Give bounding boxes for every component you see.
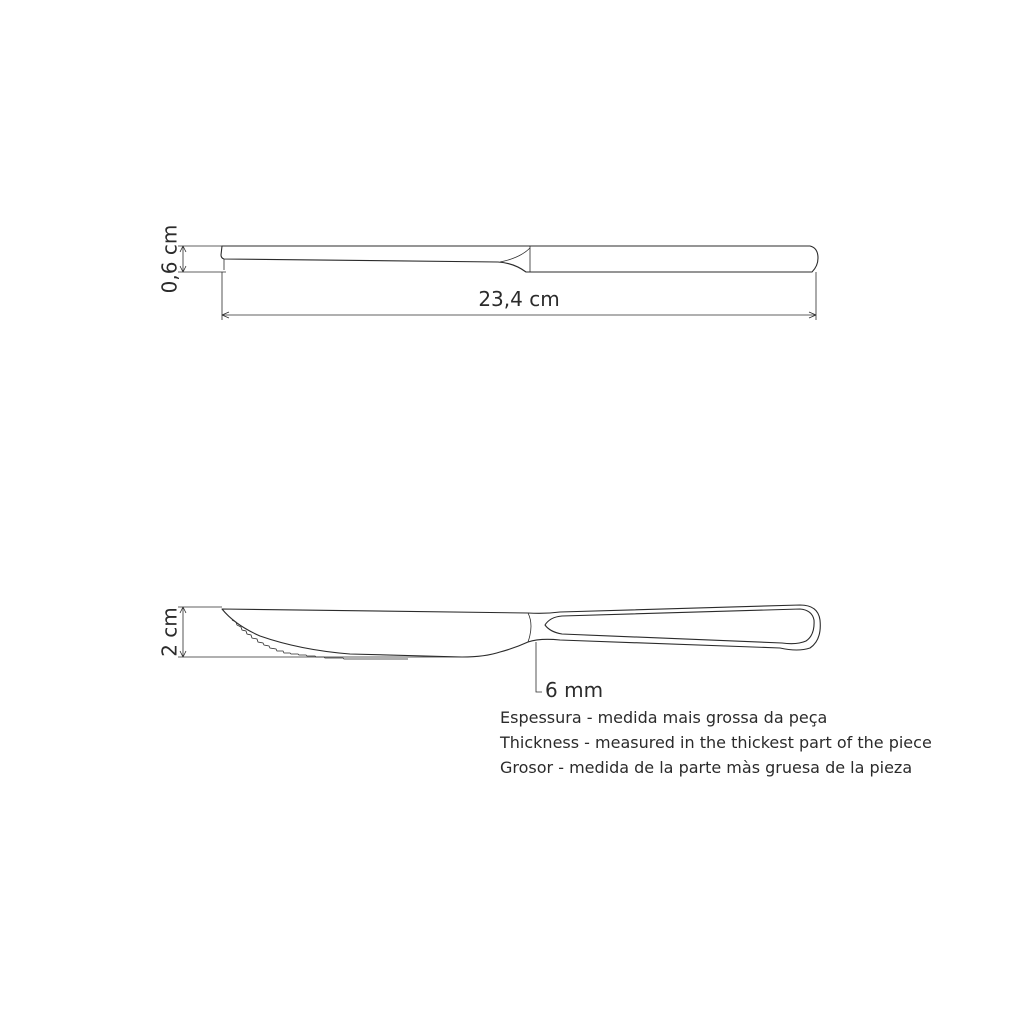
knife-side-outline [221, 246, 818, 272]
top-width-dimension [158, 607, 463, 657]
side-length-label: 23,4 cm [478, 287, 560, 311]
side-thickness-label: 0,6 cm [157, 224, 182, 294]
note-english: Thickness - measured in the thickest part of the piece [500, 733, 932, 752]
blade-thickness-label: 6 mm [545, 678, 604, 702]
knife-side-view [221, 246, 818, 272]
blade-thickness-callout [536, 642, 603, 702]
thickness-notes [499, 708, 932, 777]
knife-bolster [528, 613, 531, 642]
knife-handle-inner-loop [545, 609, 814, 644]
top-width-label: 2 cm [157, 607, 182, 657]
knife-top-view [222, 605, 820, 659]
knife-side-taper [500, 248, 530, 262]
knife-top-outline [222, 605, 820, 657]
note-spanish: Grosor - medida de la parte màs gruesa de la pieza [500, 758, 913, 777]
note-portuguese: Espessura - medida mais grossa da peça [500, 708, 828, 727]
side-thickness-dimension [158, 225, 227, 294]
knife-serrated-edge [232, 620, 408, 659]
side-length-dimension [222, 272, 816, 320]
